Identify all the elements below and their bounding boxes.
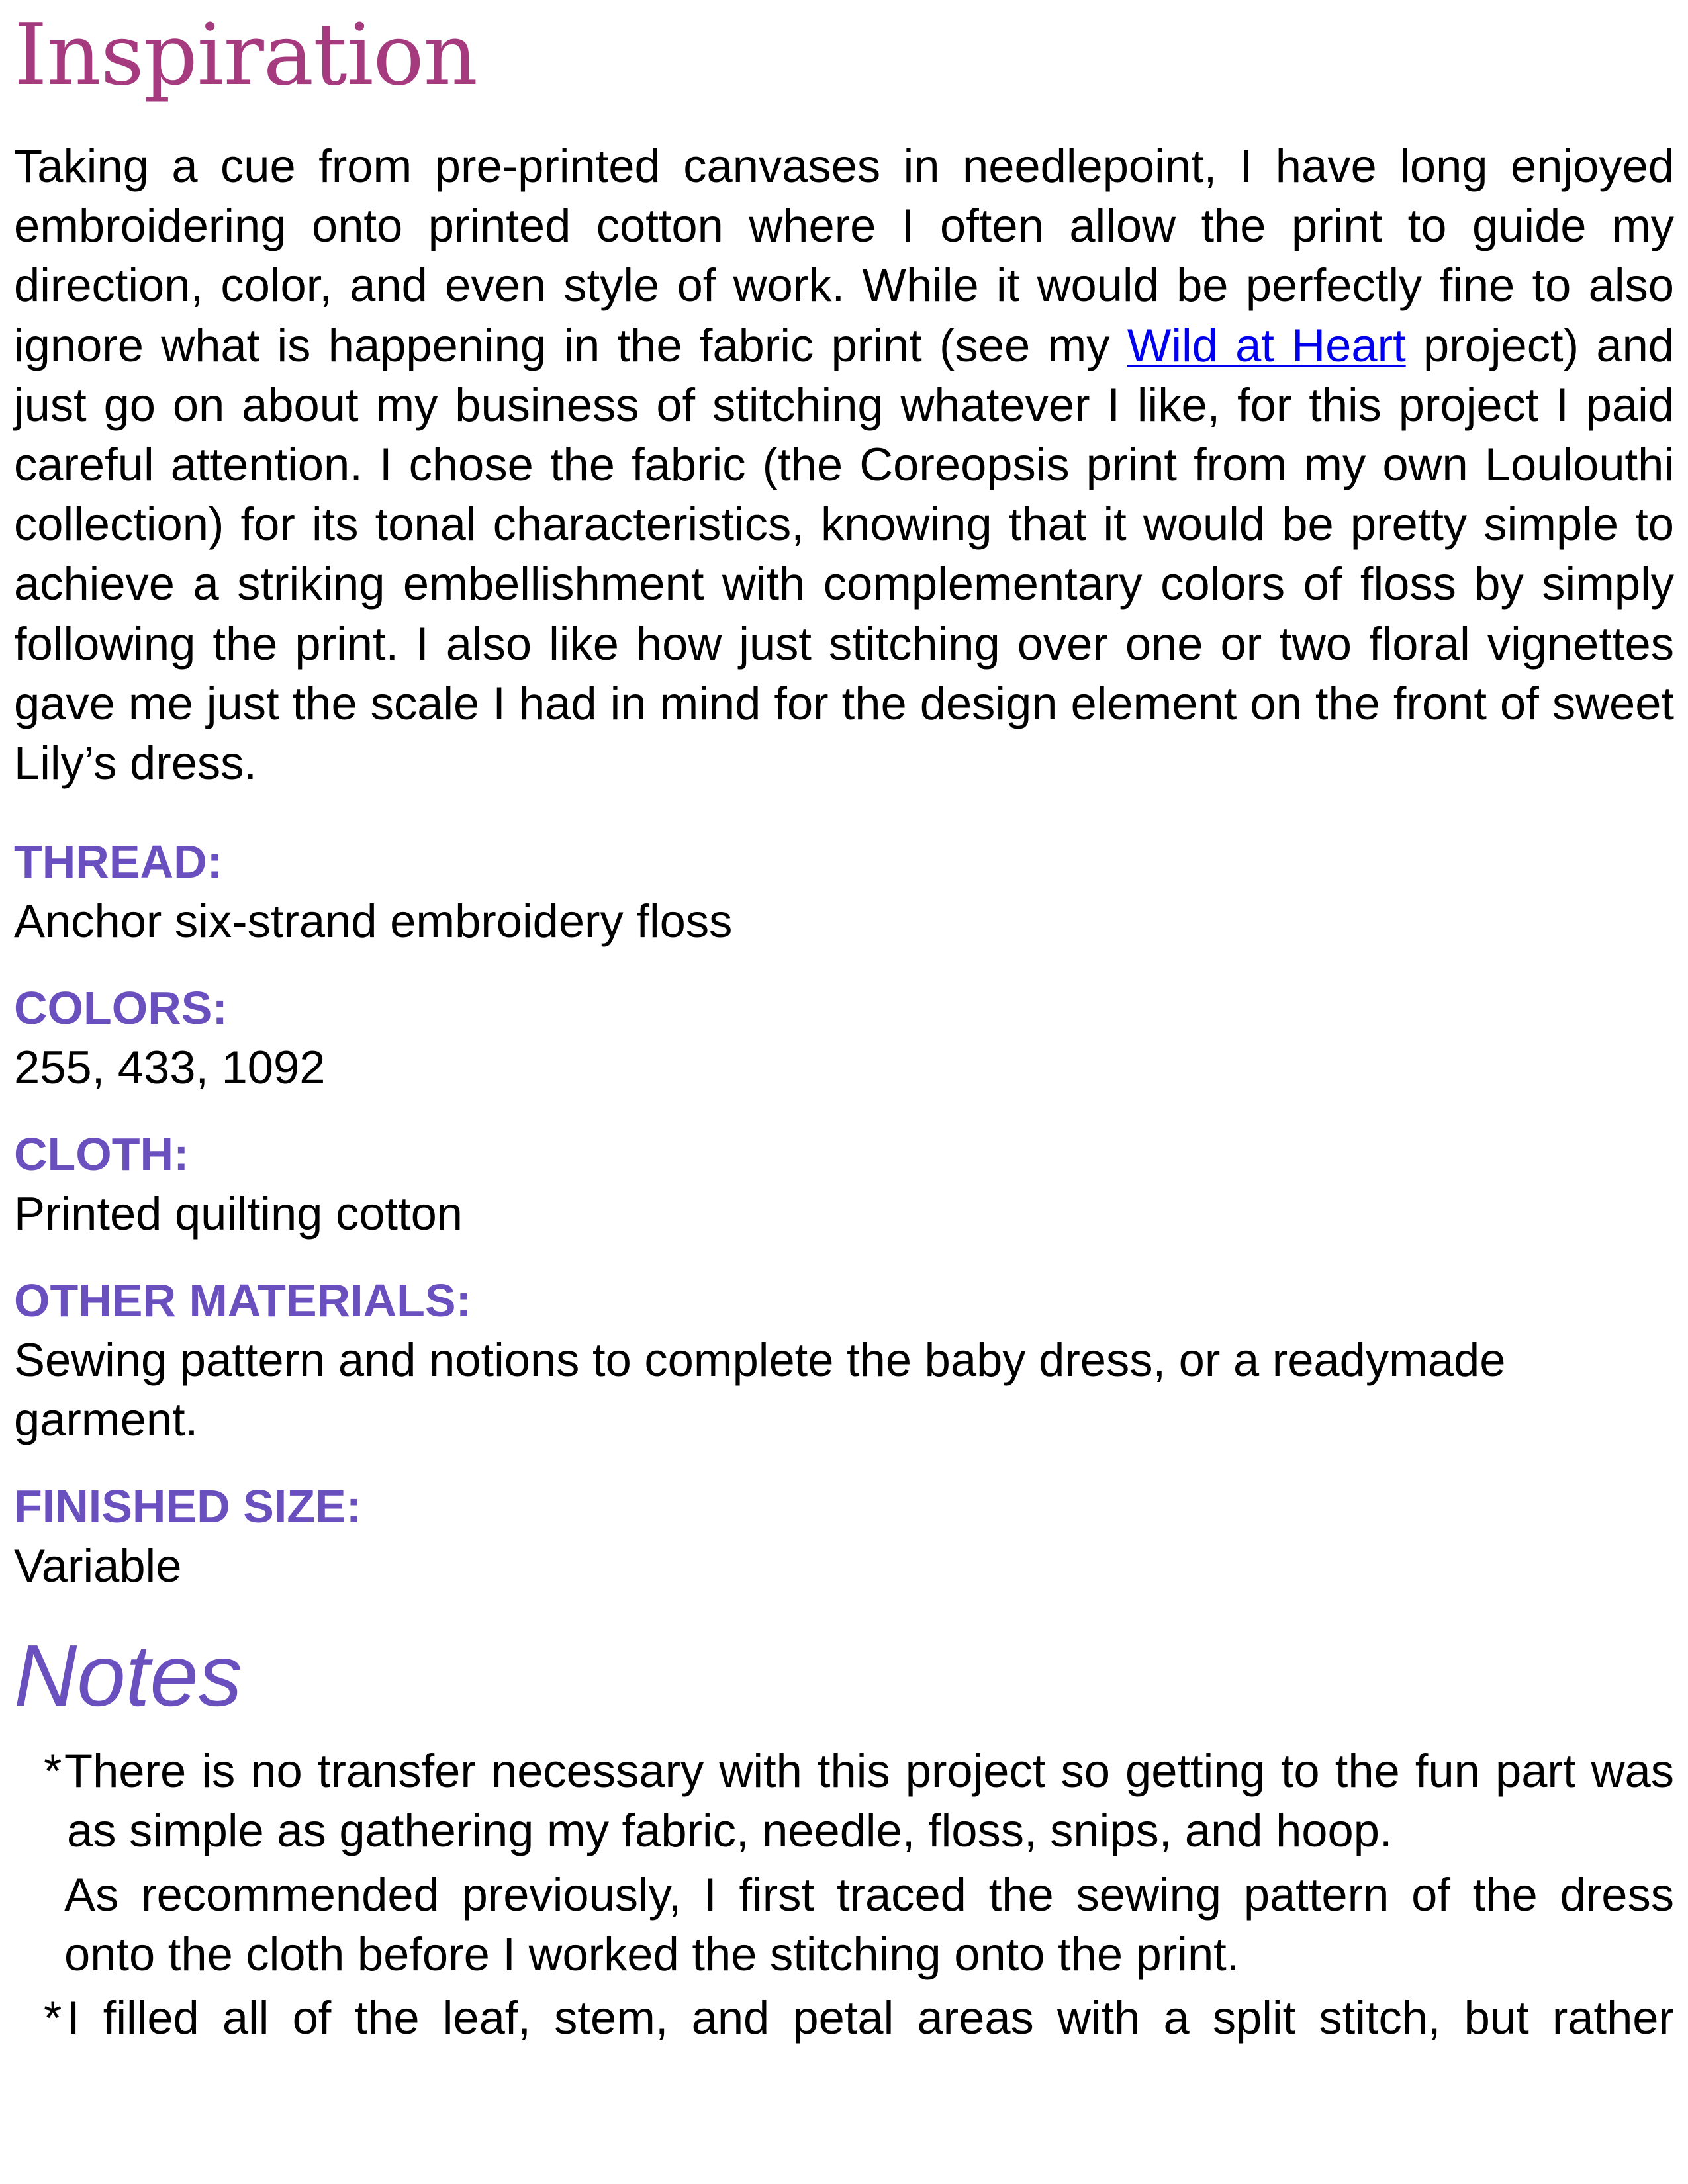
note-bullet: * [44,1745,62,1797]
inspiration-heading: Inspiration [14,6,477,105]
spec-cloth [14,1124,1674,1244]
spec-value-cloth: Printed quilting cotton [14,1187,463,1240]
spec-value-thread: Anchor six-strand embroidery floss [14,895,733,948]
document-page [14,0,1674,2048]
spec-other-materials [14,1271,1674,1449]
spec-colors [14,978,1674,1097]
note-bullet: * [44,1991,62,2044]
inspiration-paragraph [14,136,1674,793]
note-text: There is no transfer necessary with this project so getting to the fun part was as simple as gathering my fabric, needle, floss, snips, and hoop. [64,1745,1674,1857]
paragraph-text-before-link: Taking a cue from pre-printed canvases in needlepoint, I have long enjoyed embroidering onto printed cotton where I often allow the print to guide my direction, color, and even style of work. While it would be perfectly fine to also ignore what is happening in the fabric print (see my [14,140,1674,371]
spec-label-thread: THREAD: [14,836,222,888]
notes-heading: Notes [14,1627,242,1725]
materials-list [14,832,1674,1596]
spec-label-finished-size: FINISHED SIZE: [14,1480,362,1533]
note-item [14,1988,1674,2048]
spec-value-other-materials: Sewing pattern and notions to complete the baby dress, or a readymade garment. [14,1334,1506,1446]
spec-value-finished-size: Variable [14,1539,182,1592]
spec-label-colors: COLORS: [14,982,228,1034]
note-text: I filled all of the leaf, stem, and petal areas with a split stitch, but rather [67,1991,1674,2044]
note-continuation-text: As recommended previously, I first traced the sewing pattern of the dress onto the cloth before I worked the stitching onto the print. [64,1868,1674,1980]
spec-finished-size [14,1477,1674,1596]
spec-value-colors: 255, 433, 1092 [14,1041,326,1094]
paragraph-text-after-link: project) and just go on about my business of stitching whatever I like, for this project I paid careful attention. I chose the fabric (the Coreopsis print from my own Loulouthi collection) for its tonal characteristics, knowing that it would be pretty simple to achieve a striking embellishment with complementary colors of floss by simply following the print. I also like how just stitching over one or two floral vignettes gave me just the scale I had in mind for the design element on the front of sweet Lily’s dress. [14,318,1674,790]
note-item [14,1741,1674,1860]
spec-label-cloth: CLOTH: [14,1128,189,1181]
wild-at-heart-link[interactable]: Wild at Heart [1127,318,1406,371]
spec-thread [14,832,1674,951]
spec-label-other-materials: OTHER MATERIALS: [14,1275,471,1327]
notes-list [14,1741,1674,2048]
